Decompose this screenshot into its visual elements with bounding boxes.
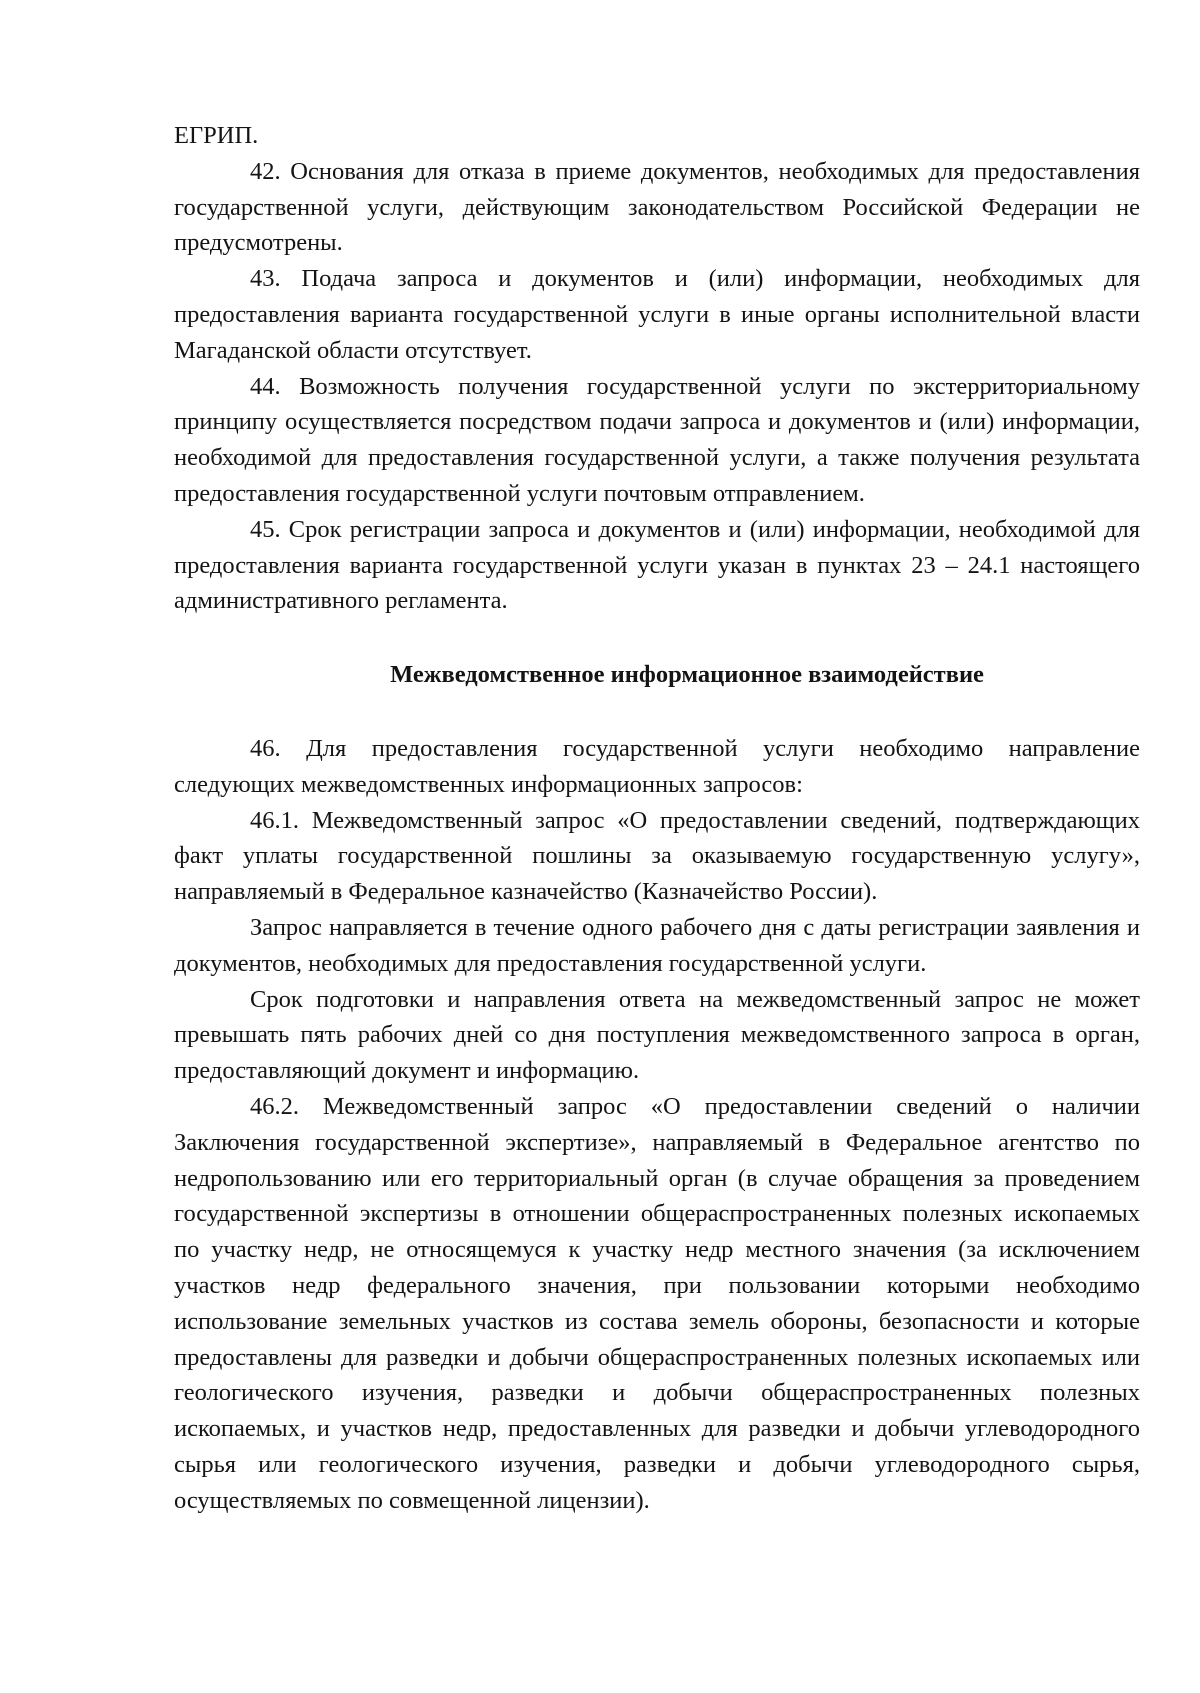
paragraph-42: 42. Основания для отказа в приеме документов, необходимых для предоставления государственной услуги, действующим законодательством Российской Федерации не предусмотрены. [174, 157, 1140, 257]
document-body [174, 118, 1140, 1518]
paragraph-46-1: 46.1. Межведомственный запрос «О предоставлении сведений, подтверждающих факт уплаты государственной пошлины за оказываемую государственную услугу», направляемый в Федеральное казначейство (Казначейство России). [174, 806, 1140, 906]
paragraph-46-2: 46.2. Межведомственный запрос «О предоставлении сведений о наличии Заключения государственной экспертизе», направляемый в Федеральное агентство по недропользованию или его территориальный орган (в случае обращения за проведением государственной экспертизы в отношении общераспространенных полезных ископаемых по участку недр, не относящемуся к участку недр местного значения (за исключением участков недр федерального значения, при пользовании которыми необходимо использование земельных участков из состава земель обороны, безопасности и которые предоставлены для разведки и добычи общераспространенных полезных ископаемых или геологического изучения, разведки и добычи общераспространенных полезных ископаемых, и участков недр, предоставленных для разведки и добычи углеводородного сырья или геологического изучения, разведки и добычи углеводородного сырья, осуществляемых по совмещенной лицензии). [174, 1092, 1140, 1514]
section-heading: Межведомственное информационное взаимодействие [390, 661, 984, 689]
paragraph-45: 45. Срок регистрации запроса и документов и (или) информации, необходимой для предоставления варианта государственной услуги указан в пунктах 23 – 24.1 настоящего административного регламента. [174, 515, 1140, 615]
paragraph-request-deadline: Запрос направляется в течение одного рабочего дня с даты регистрации заявления и документов, необходимых для предоставления государственной услуги. [174, 913, 1140, 977]
paragraph-44: 44. Возможность получения государственной услуги по экстерриториальному принципу осуществляется посредством подачи запроса и документов и (или) информации, необходимой для предоставления государственной услуги, а также получения результата предоставления государственной услуги почтовым отправлением. [174, 372, 1140, 507]
paragraph-46: 46. Для предоставления государственной услуги необходимо направление следующих межведомственных информационных запросов: [174, 734, 1140, 798]
paragraph-response-term: Срок подготовки и направления ответа на межведомственный запрос не может превышать пять рабочих дней со дня поступления межведомственного запроса в орган, предоставляющий документ и информацию. [174, 985, 1140, 1085]
paragraph-43: 43. Подача запроса и документов и (или) информации, необходимых для предоставления варианта государственной услуги в иные органы исполнительной власти Магаданской области отсутствует. [174, 265, 1140, 364]
paragraph-egrip: ЕГРИП. [174, 122, 259, 149]
